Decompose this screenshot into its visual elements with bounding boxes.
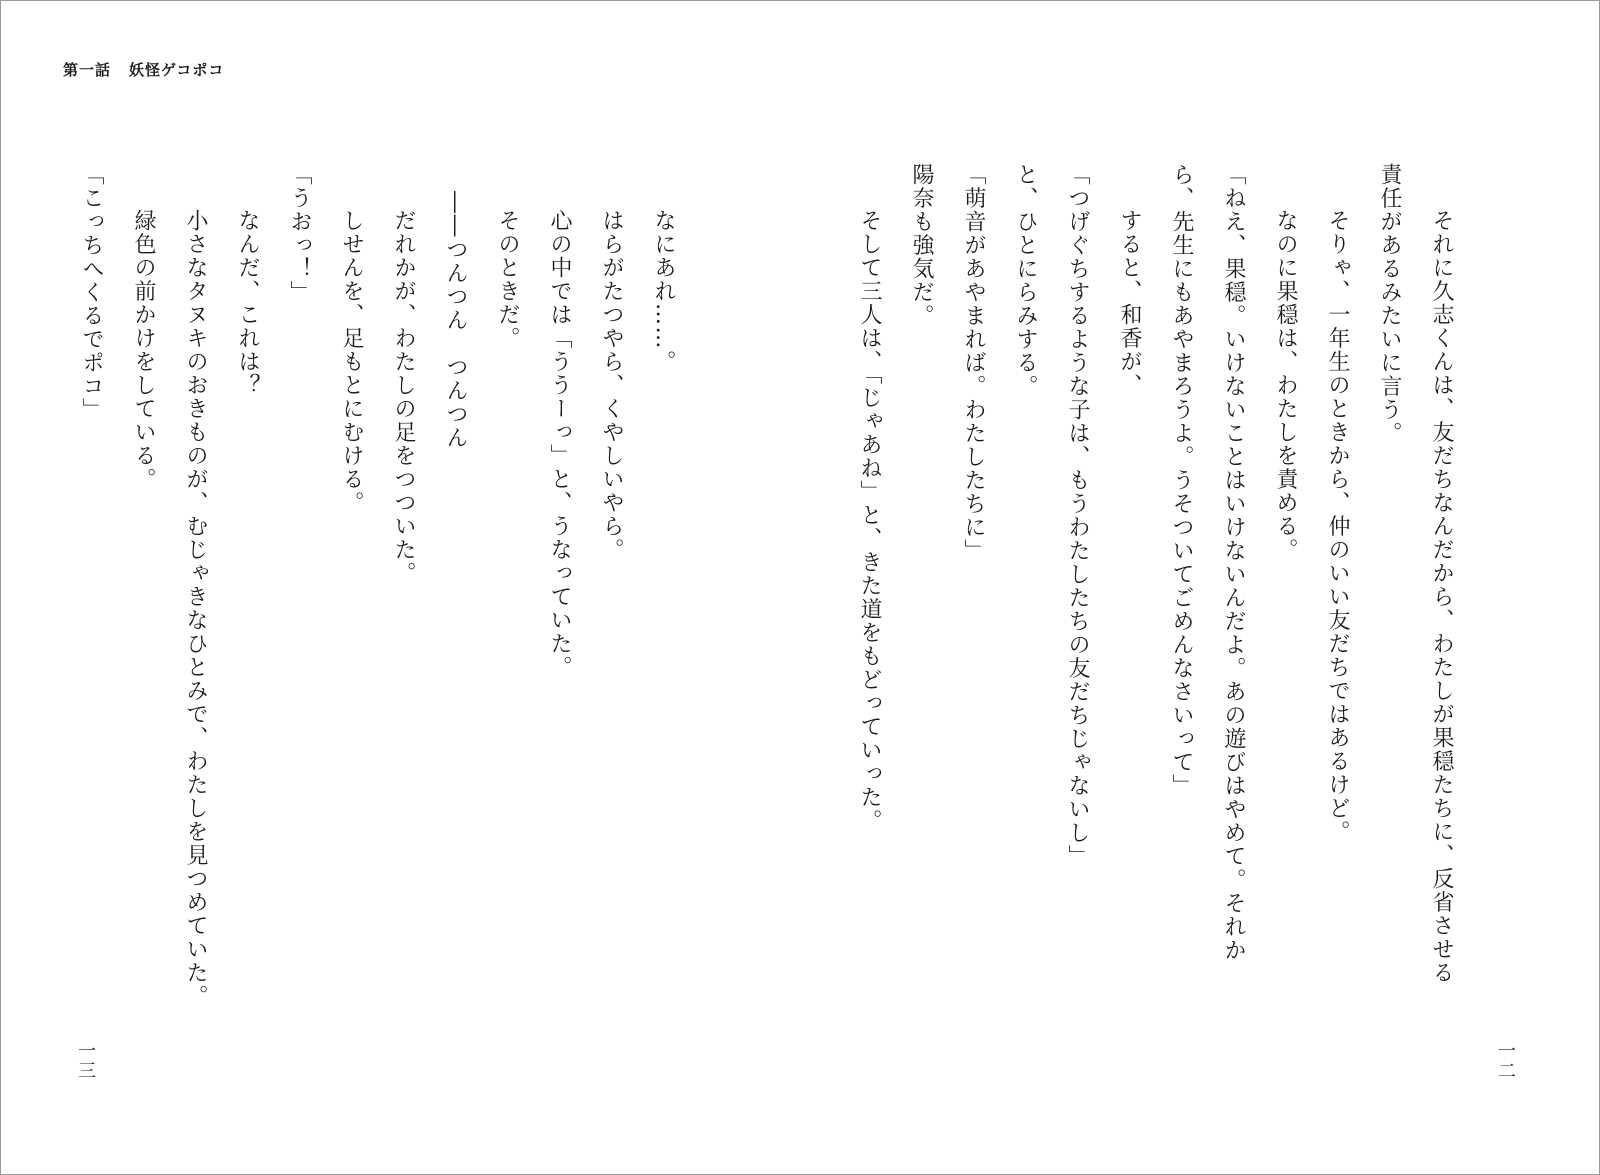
text-line: 緑色の前かけをしている。 bbox=[131, 209, 156, 491]
text-line: 「うおっ！」 bbox=[287, 163, 312, 304]
text-line: そりゃ、一年生のときから、仲のいい友だちではあるけど。 bbox=[1325, 209, 1350, 844]
page-number-right: 一二 bbox=[1495, 1041, 1516, 1081]
text-line: なんだ、これは？ bbox=[235, 209, 260, 397]
chapter-label: 第一話 bbox=[63, 61, 112, 79]
text-line: 陽奈も強気だ。 bbox=[909, 163, 934, 328]
text-line: と、ひとにらみする。 bbox=[1013, 163, 1038, 398]
chapter-title: 妖怪ゲコポコ bbox=[129, 61, 225, 79]
text-line: はらがたつやら、くやしいやら。 bbox=[599, 209, 624, 562]
text-line: 責任があるみたいに言う。 bbox=[1377, 163, 1402, 445]
text-line: だれかが、わたしの足をつついた。 bbox=[391, 209, 416, 585]
text-line: ――つんつん つんつん bbox=[443, 191, 468, 450]
text-line: 「つげぐちするような子は、もうわたしたちの友だちじゃないし」 bbox=[1065, 163, 1090, 868]
text-line: しせんを、足もとにむける。 bbox=[339, 209, 364, 515]
text-line: 「萌音があやまれば。わたしたちに」 bbox=[961, 163, 986, 563]
text-line: すると、和香が、 bbox=[1117, 209, 1142, 397]
page-number-left: 一三 bbox=[75, 1041, 96, 1081]
text-line: それに久志くんは、友だちなんだから、わたしが果穏たちに、反省させる bbox=[1429, 209, 1454, 985]
text-line: そして三人は、「じゃあね」と、きた道をもどっていった。 bbox=[857, 209, 882, 833]
text-line: 小さなタヌキのおきものが、むじゃきなひとみで、わたしを見つめていた。 bbox=[183, 209, 208, 1008]
text-line: なにあれ……。 bbox=[651, 209, 676, 374]
text-line: ら、先生にもあやまろうよ。うそついてごめんなさいって」 bbox=[1169, 163, 1194, 798]
left-page bbox=[1, 1, 1599, 1174]
text-line: なのに果穏は、わたしを責める。 bbox=[1273, 209, 1298, 562]
text-line: 心の中では「ううーっ」と、うなっていた。 bbox=[547, 209, 572, 679]
text-line: 「ねえ、果穏。いけないことはいけないんだよ。あの遊びはやめて。それか bbox=[1221, 163, 1246, 962]
text-line: そのときだ。 bbox=[495, 209, 520, 350]
text-line: 「こっちへくるでポコ」 bbox=[79, 163, 104, 422]
